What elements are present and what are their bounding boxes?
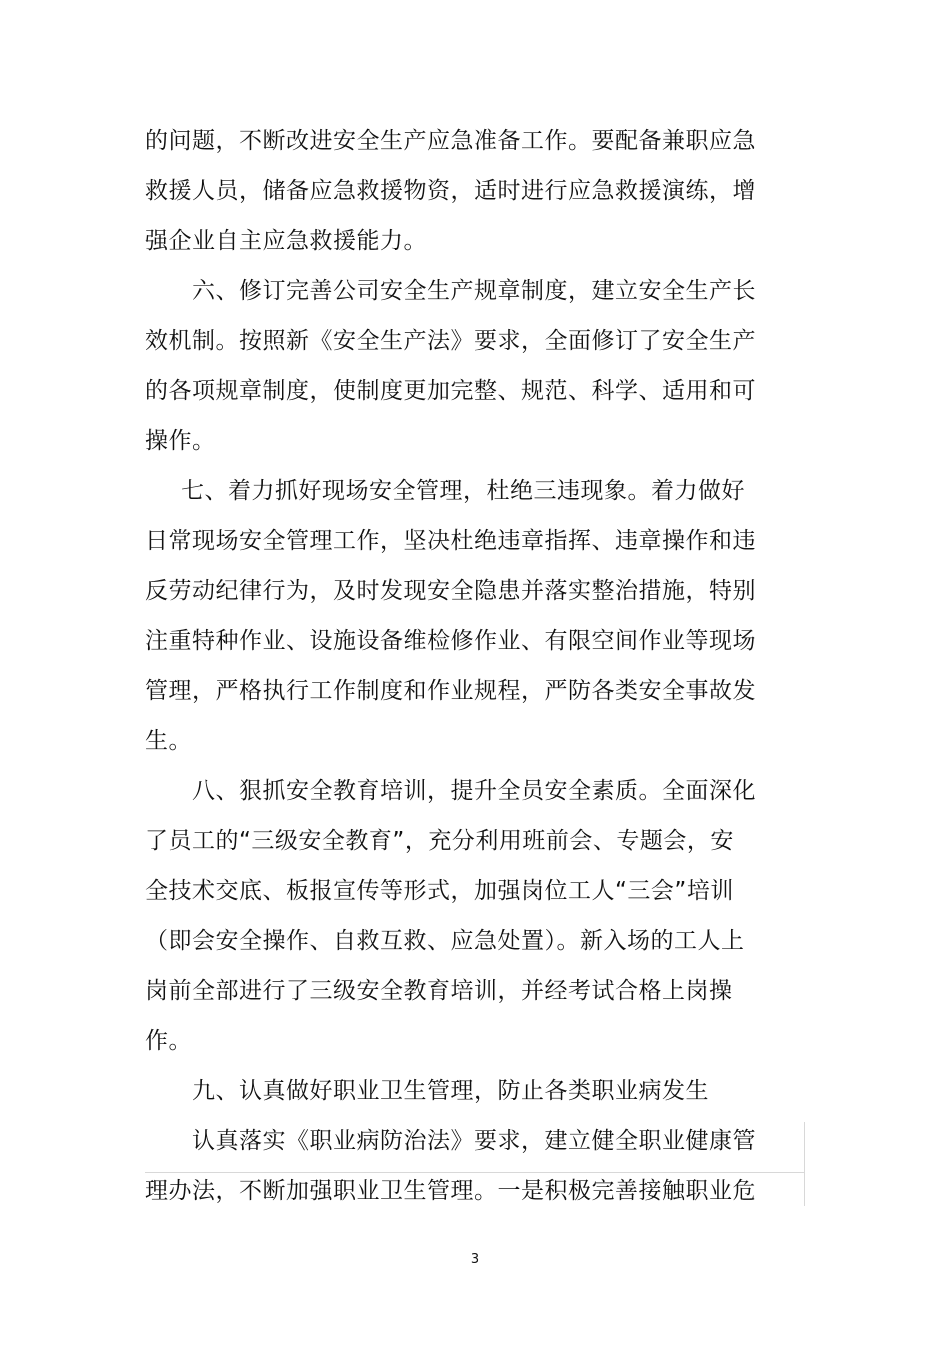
text-line: 管理，严格执行工作制度和作业规程，严防各类安全事故发: [145, 678, 756, 704]
text-line: 救援人员，储备应急救援物资，适时进行应急救援演练，增: [145, 178, 756, 204]
table-border-right: [804, 1122, 805, 1206]
text-line: 七、着力抓好现场安全管理，杜绝三违现象。着力做好: [181, 478, 745, 504]
page-number: 3: [470, 1252, 480, 1267]
text-line: 作。: [145, 1028, 192, 1054]
text-line: 全技术交底、板报宣传等形式，加强岗位工人“三会”培训: [145, 878, 734, 904]
text-line: 操作。: [145, 428, 216, 454]
text-line: 岗前全部进行了三级安全教育培训，并经考试合格上岗操: [145, 978, 733, 1004]
text-line: 了员工的“三级安全教育”，充分利用班前会、专题会，安: [145, 828, 734, 854]
text-line: 认真落实《职业病防治法》要求，建立健全职业健康管: [192, 1128, 756, 1154]
text-line: 理办法，不断加强职业卫生管理。一是积极完善接触职业危: [145, 1178, 756, 1204]
table-border-middle: [145, 1172, 804, 1173]
text-line: 八、狠抓安全教育培训，提升全员安全素质。全面深化: [192, 778, 756, 804]
text-line: 反劳动纪律行为，及时发现安全隐患并落实整治措施，特别: [145, 578, 756, 604]
text-line: 六、修订完善公司安全生产规章制度，建立安全生产长: [192, 278, 756, 304]
text-line: （即会安全操作、自救互救、应急处置）。新入场的工人上: [145, 928, 745, 954]
text-line: 强企业自主应急救援能力。: [145, 228, 427, 254]
text-line: 的各项规章制度，使制度更加完整、规范、科学、适用和可: [145, 378, 756, 404]
text-line: 日常现场安全管理工作，坚决杜绝违章指挥、违章操作和违: [145, 528, 756, 554]
text-line: 的问题，不断改进安全生产应急准备工作。要配备兼职应急: [145, 128, 756, 154]
text-line: 九、认真做好职业卫生管理，防止各类职业病发生: [192, 1078, 709, 1104]
text-line: 生。: [145, 728, 192, 754]
text-line: 效机制。按照新《安全生产法》要求，全面修订了安全生产: [145, 328, 756, 354]
text-line: 注重特种作业、设施设备维检修作业、有限空间作业等现场: [145, 628, 756, 654]
